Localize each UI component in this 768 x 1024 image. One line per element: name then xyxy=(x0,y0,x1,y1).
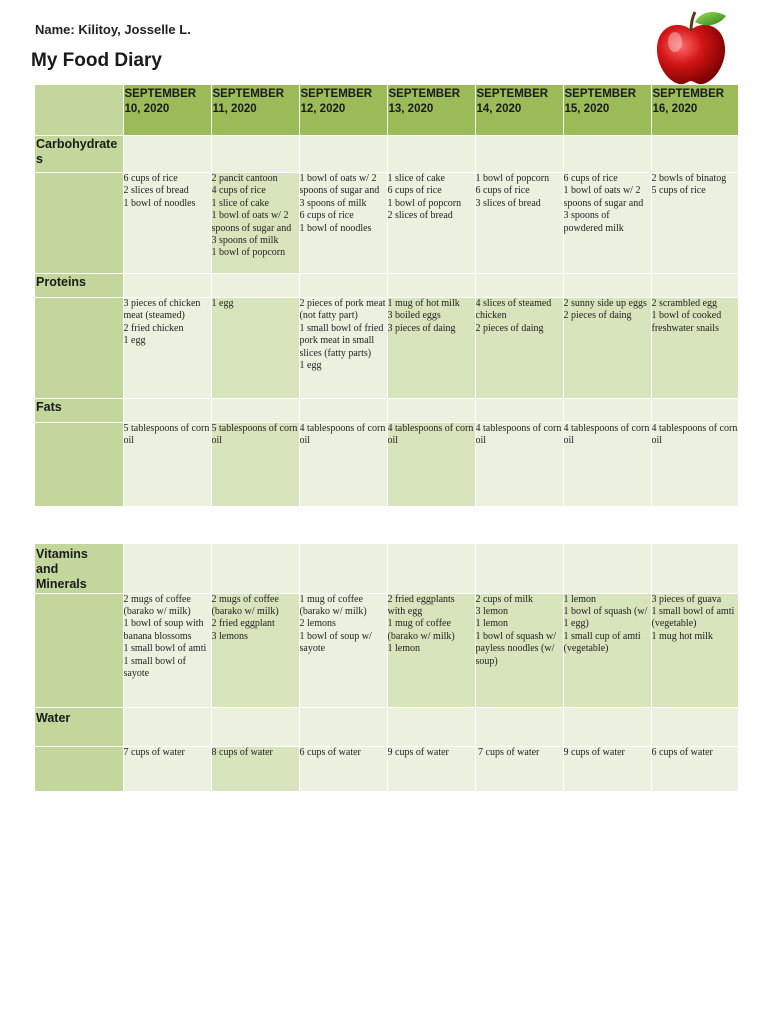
diary-entry: 9 cups of water xyxy=(387,746,475,791)
date-header: SEPTEMBER 15, 2020 xyxy=(563,85,651,136)
diary-entry: 4 tablespoons of corn oil xyxy=(651,423,738,507)
diary-entry: 1 bowl of popcorn 6 cups of rice 3 slices of bread xyxy=(475,173,563,274)
diary-entry: 1 bowl of oats w/ 2 spoons of sugar and 3 spoons of milk 6 cups of rice 1 bowl of noodles xyxy=(299,173,387,274)
diary-entry: 2 sunny side up eggs 2 pieces of daing xyxy=(563,298,651,399)
diary-entry: 1 egg xyxy=(211,298,299,399)
data-row-proteins xyxy=(35,298,738,399)
diary-entry: 5 tablespoons of corn oil xyxy=(123,423,211,507)
diary-entry: 7 cups of water xyxy=(123,746,211,791)
diary-entry: 6 cups of rice 2 slices of bread 1 bowl of noodles xyxy=(123,173,211,274)
student-name: Name: Kilitoy, Josselle L. xyxy=(35,22,191,37)
diary-entry: 7 cups of water xyxy=(475,746,563,791)
category-row-fats xyxy=(35,399,738,423)
category-label: Carbohydrates xyxy=(35,136,123,173)
diary-entry: 4 slices of steamed chicken 2 pieces of daing xyxy=(475,298,563,399)
date-header: SEPTEMBER 11, 2020 xyxy=(211,85,299,136)
category-row-water xyxy=(35,707,738,746)
diary-entry: 3 pieces of guava 1 small bowl of amti (vegetable) 1 mug hot milk xyxy=(651,593,738,707)
diary-entry: 2 cups of milk 3 lemon 1 lemon 1 bowl of squash w/ payless noodles (w/ soup) xyxy=(475,593,563,707)
data-row-fats xyxy=(35,423,738,507)
diary-entry: 6 cups of water xyxy=(651,746,738,791)
diary-entry: 2 bowls of binatog 5 cups of rice xyxy=(651,173,738,274)
food-diary-table-1 xyxy=(35,85,739,507)
diary-entry: 2 mugs of coffee (barako w/ milk) 2 fried eggplant 3 lemons xyxy=(211,593,299,707)
diary-entry: 1 slice of cake 6 cups of rice 1 bowl of popcorn 2 slices of bread xyxy=(387,173,475,274)
diary-entry: 2 pieces of pork meat (not fatty part) 1 small bowl of fried pork meat in small slices (fatty parts) 1 egg xyxy=(299,298,387,399)
category-row-proteins xyxy=(35,274,738,298)
diary-entry: 8 cups of water xyxy=(211,746,299,791)
diary-entry: 1 mug of coffee (barako w/ milk) 2 lemons 1 bowl of soup w/ sayote xyxy=(299,593,387,707)
category-row-vitamins xyxy=(35,544,738,593)
diary-entry: 6 cups of water xyxy=(299,746,387,791)
diary-entry: 4 tablespoons of corn oil xyxy=(299,423,387,507)
diary-entry: 4 tablespoons of corn oil xyxy=(475,423,563,507)
data-row-vitamins xyxy=(35,593,738,707)
category-label: Water xyxy=(35,707,123,746)
page-title: My Food Diary xyxy=(31,50,162,71)
date-header-row xyxy=(35,85,738,136)
date-header: SEPTEMBER 16, 2020 xyxy=(651,85,738,136)
corner-cell xyxy=(35,85,123,136)
data-row-carbohydrates xyxy=(35,173,738,274)
date-header: SEPTEMBER 14, 2020 xyxy=(475,85,563,136)
date-header: SEPTEMBER 13, 2020 xyxy=(387,85,475,136)
diary-entry: 1 lemon 1 bowl of squash (w/ 1 egg) 1 small cup of amti (vegetable) xyxy=(563,593,651,707)
category-row-carbohydrates xyxy=(35,136,738,173)
category-label: Fats xyxy=(35,399,123,423)
diary-entry: 4 tablespoons of corn oil xyxy=(387,423,475,507)
diary-entry: 6 cups of rice 1 bowl of oats w/ 2 spoons of sugar and 3 spoons of powdered milk xyxy=(563,173,651,274)
diary-entry: 2 scrambled egg 1 bowl of cooked freshwater snails xyxy=(651,298,738,399)
category-label: Proteins xyxy=(35,274,123,298)
red-apple-icon xyxy=(650,6,732,88)
diary-entry: 5 tablespoons of corn oil xyxy=(211,423,299,507)
diary-entry: 4 tablespoons of corn oil xyxy=(563,423,651,507)
food-diary-table-2 xyxy=(35,544,739,792)
date-header: SEPTEMBER 10, 2020 xyxy=(123,85,211,136)
diary-entry: 3 pieces of chicken meat (steamed) 2 fried chicken 1 egg xyxy=(123,298,211,399)
diary-entry: 1 mug of hot milk 3 boiled eggs 3 pieces of daing xyxy=(387,298,475,399)
date-header: SEPTEMBER 12, 2020 xyxy=(299,85,387,136)
category-label: Vitamins and Minerals xyxy=(35,544,123,593)
diary-entry: 2 mugs of coffee (barako w/ milk) 1 bowl of soup with banana blossoms 1 small bowl of amti 1 small bowl of sayote xyxy=(123,593,211,707)
diary-entry: 9 cups of water xyxy=(563,746,651,791)
data-row-water xyxy=(35,746,738,791)
diary-entry: 2 fried eggplants with egg 1 mug of coffee (barako w/ milk) 1 lemon xyxy=(387,593,475,707)
diary-entry: 2 pancit cantoon 4 cups of rice 1 slice of cake 1 bowl of oats w/ 2 spoons of sugar and 3 spoons of milk 1 bowl of popcorn xyxy=(211,173,299,274)
